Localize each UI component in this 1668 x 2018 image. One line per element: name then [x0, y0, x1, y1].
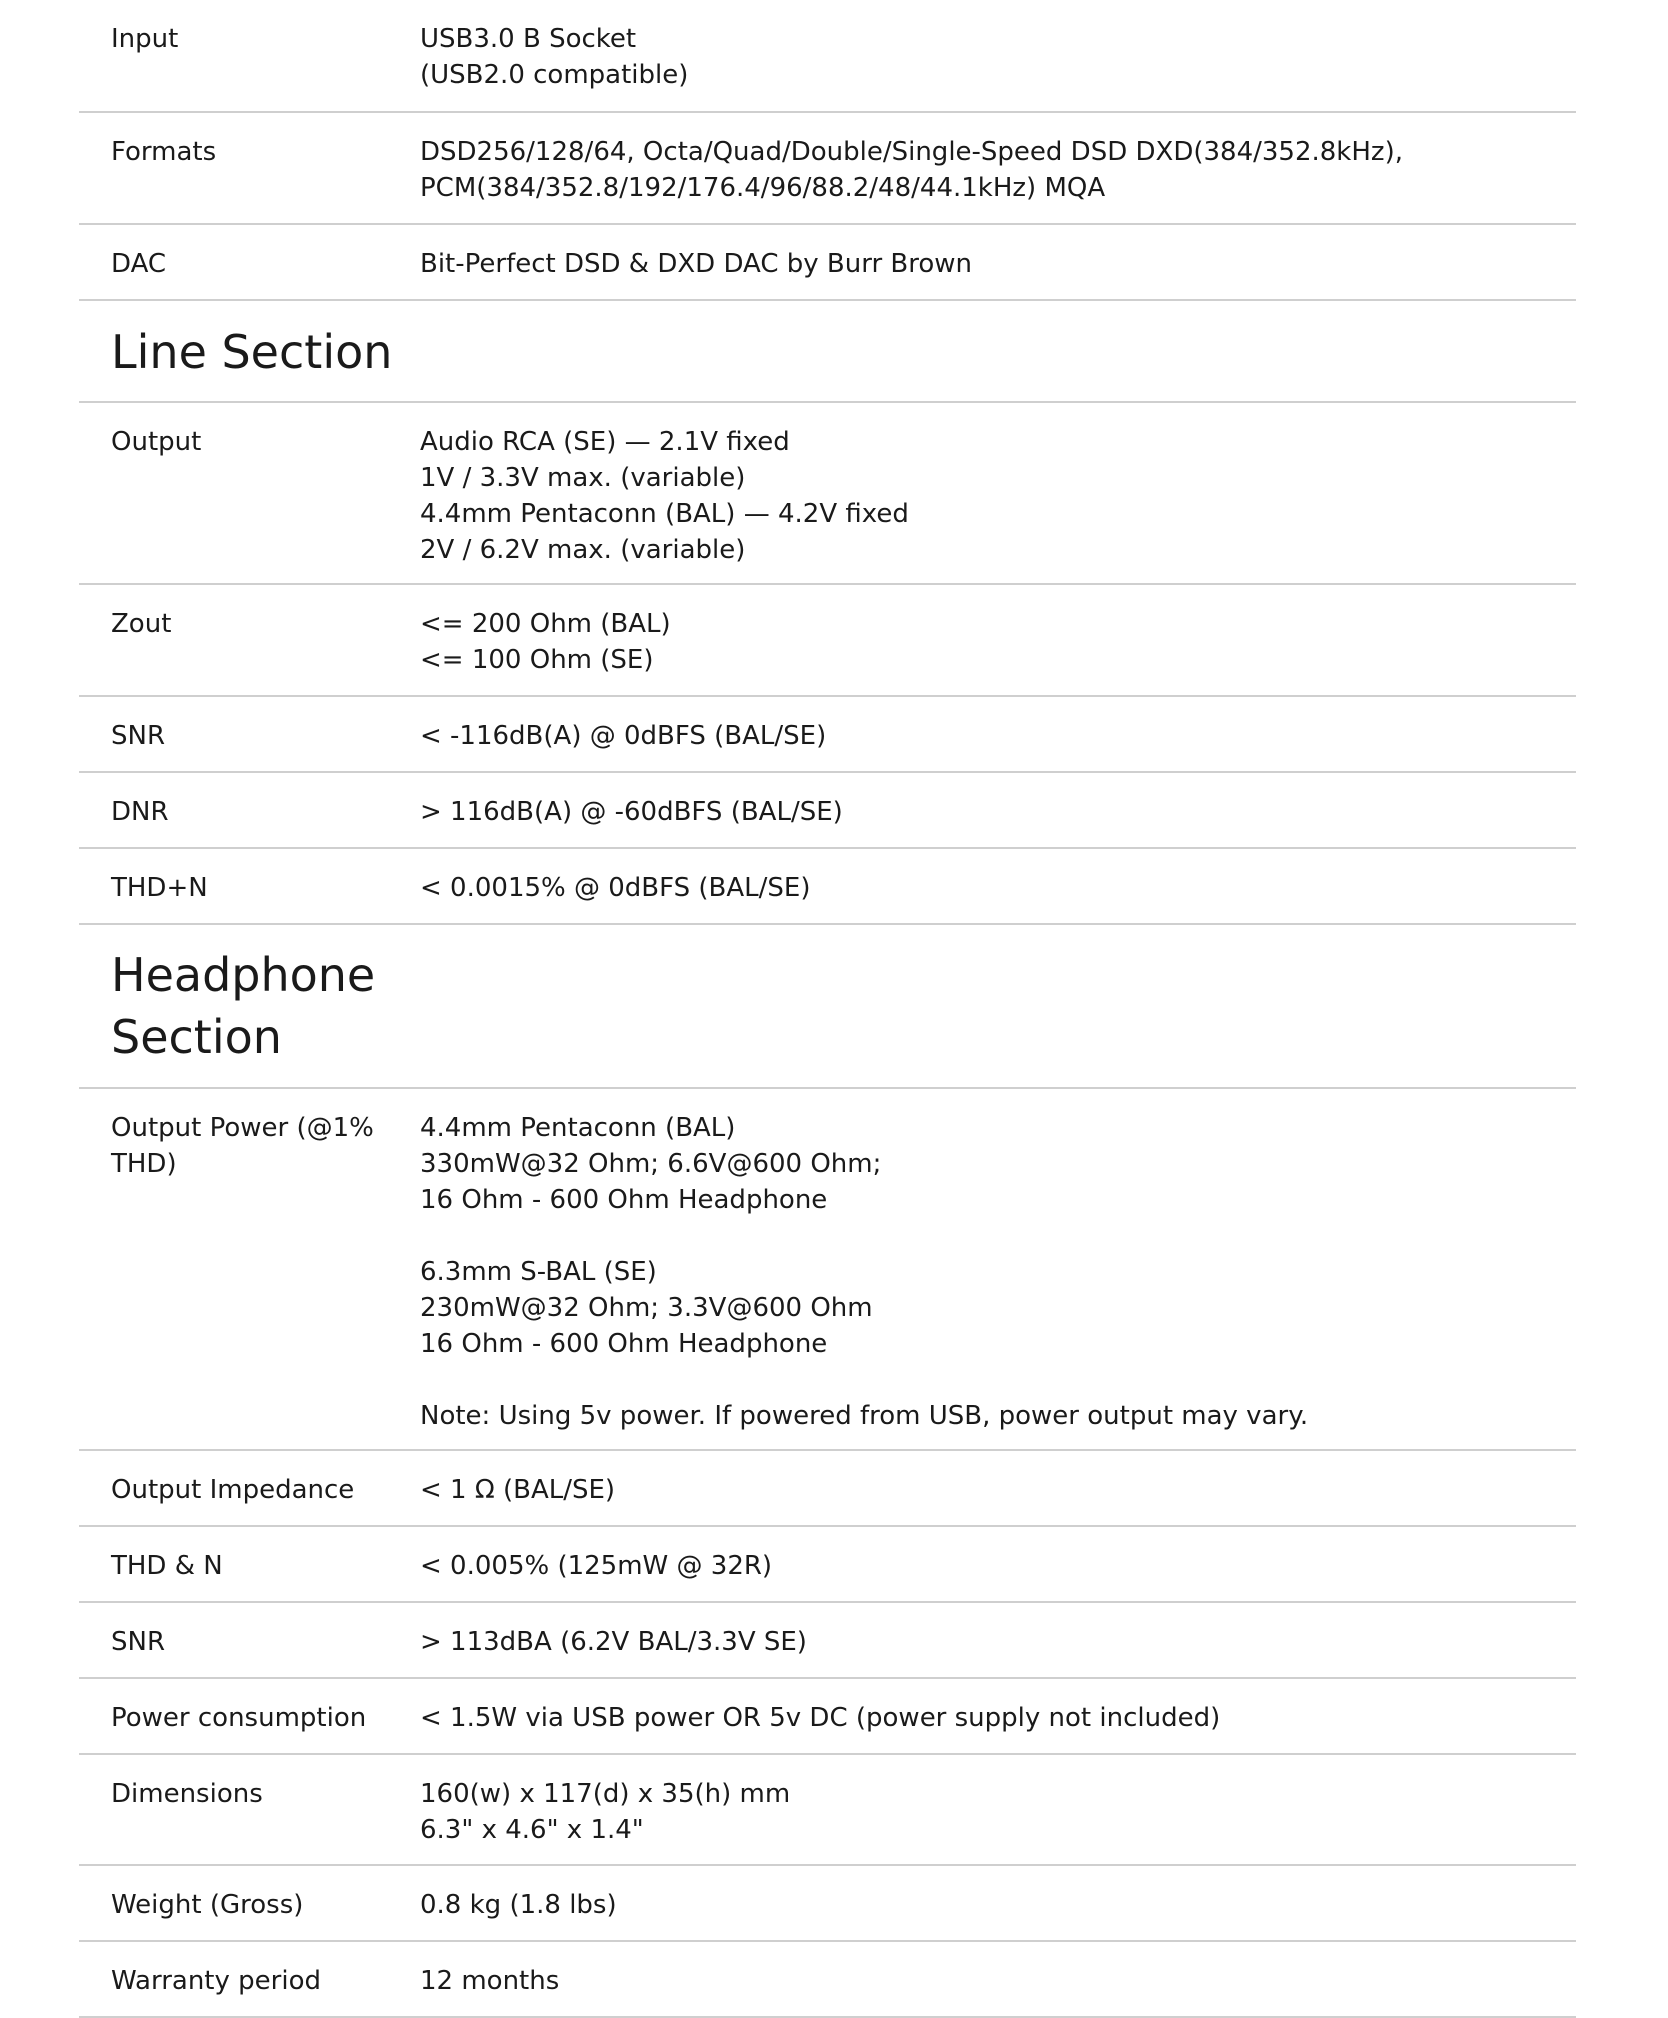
spec-row-output-power: [79, 1089, 1576, 1451]
spec-value: [420, 1776, 1576, 1864]
spec-value: [420, 718, 1576, 771]
spec-value: [420, 870, 1576, 923]
spec-label: THD & N: [111, 1551, 223, 1581]
spec-value-line: [420, 1362, 1556, 1398]
spec-value-line: (USB2.0 compatible): [420, 60, 689, 90]
spec-value: [420, 21, 1576, 111]
spec-value: [420, 1624, 1576, 1677]
spec-row-power-consumption: [79, 1679, 1576, 1755]
spec-value-line: PCM(384/352.8/192/176.4/96/88.2/48/44.1kHz) MQA: [420, 173, 1106, 203]
spec-row-dac: [79, 225, 1576, 301]
spec-value: [420, 1963, 1576, 2016]
spec-value: [420, 1548, 1576, 1601]
spec-value-line: 2V / 6.2V max. (variable): [420, 535, 746, 565]
spec-value-line: 160(w) x 117(d) x 35(h) mm: [420, 1779, 791, 1809]
spec-value-line: DSD256/128/64, Octa/Quad/Double/Single-Speed DSD DXD(384/352.8kHz),: [420, 137, 1403, 167]
section-title: Line Section: [111, 325, 393, 379]
spec-value-line: < 1 Ω (BAL/SE): [420, 1475, 616, 1505]
spec-row-snr: [79, 697, 1576, 773]
spec-row-dimensions: [79, 1755, 1576, 1866]
spec-value-line: Audio RCA (SE) — 2.1V fixed: [420, 427, 790, 457]
spec-value-line: 6.3" x 4.6" x 1.4": [420, 1815, 644, 1845]
spec-value-line: USB3.0 B Socket: [420, 24, 637, 54]
spec-label: SNR: [111, 1627, 166, 1657]
spec-value-line: [420, 1218, 1556, 1254]
spec-value-line: 0.8 kg (1.8 lbs): [420, 1890, 617, 1920]
spec-label: Output: [111, 427, 202, 457]
spec-row-output-impedance: [79, 1451, 1576, 1527]
spec-value-line: 330mW@32 Ohm; 6.6V@600 Ohm;: [420, 1149, 882, 1179]
spec-value-line: <= 200 Ohm (BAL): [420, 609, 671, 639]
section-header-line: [79, 301, 1576, 403]
spec-value-line: 4.4mm Pentaconn (BAL) — 4.2V fixed: [420, 499, 909, 529]
spec-label: Output Impedance: [111, 1475, 355, 1505]
spec-value-line: < 0.005% (125mW @ 32R): [420, 1551, 773, 1581]
spec-value-line: 1V / 3.3V max. (variable): [420, 463, 746, 493]
spec-value-line: 6.3mm S-BAL (SE): [420, 1257, 657, 1287]
spec-value-line: Bit-Perfect DSD & DXD DAC by Burr Brown: [420, 249, 973, 279]
spec-value-line: < -116dB(A) @ 0dBFS (BAL/SE): [420, 721, 827, 751]
spec-row-hp-snr: [79, 1603, 1576, 1679]
spec-row-formats: [79, 113, 1576, 225]
spec-value-line: <= 100 Ohm (SE): [420, 645, 654, 675]
spec-value-line: < 1.5W via USB power OR 5v DC (power supply not included): [420, 1703, 1221, 1733]
spec-value: [420, 134, 1576, 223]
spec-value: [420, 424, 1576, 583]
spec-row-output: [79, 403, 1576, 585]
spec-table: [79, 0, 1576, 2018]
spec-label: Warranty period: [111, 1966, 321, 1996]
spec-value: [420, 606, 1576, 695]
spec-value-line: 4.4mm Pentaconn (BAL): [420, 1113, 736, 1143]
spec-value-line: > 113dBA (6.2V BAL/3.3V SE): [420, 1627, 807, 1657]
spec-label: SNR: [111, 721, 166, 751]
spec-label: Weight (Gross): [111, 1890, 304, 1920]
spec-label: DAC: [111, 249, 167, 279]
spec-row-thdn: [79, 849, 1576, 925]
spec-row-weight: [79, 1866, 1576, 1942]
spec-value-line: 16 Ohm - 600 Ohm Headphone: [420, 1329, 828, 1359]
spec-row-zout: [79, 585, 1576, 697]
spec-label: Output Power (@1% THD): [111, 1113, 374, 1179]
spec-label: Power consumption: [111, 1703, 367, 1733]
spec-label: Formats: [111, 137, 217, 167]
section-header-headphone: [79, 925, 1576, 1089]
spec-value: [420, 1887, 1576, 1940]
spec-row-input: [79, 0, 1576, 113]
spec-value-line: Note: Using 5v power. If powered from USB, power output may vary.: [420, 1401, 1309, 1431]
spec-label: DNR: [111, 797, 169, 827]
spec-label: Zout: [111, 609, 172, 639]
spec-value: [420, 1472, 1576, 1525]
spec-value-line: < 0.0015% @ 0dBFS (BAL/SE): [420, 873, 811, 903]
spec-value: [420, 1700, 1576, 1753]
spec-value-line: 16 Ohm - 600 Ohm Headphone: [420, 1185, 828, 1215]
spec-row-dnr: [79, 773, 1576, 849]
spec-value-line: 12 months: [420, 1966, 560, 1996]
spec-value: [420, 1110, 1576, 1449]
spec-value-line: > 116dB(A) @ -60dBFS (BAL/SE): [420, 797, 843, 827]
spec-label: Dimensions: [111, 1779, 263, 1809]
spec-row-thd-n: [79, 1527, 1576, 1603]
spec-label: THD+N: [111, 873, 208, 903]
spec-row-warranty: [79, 1942, 1576, 2018]
spec-label: Input: [111, 24, 179, 54]
section-title: Headphone Section: [111, 948, 376, 1064]
spec-value: [420, 794, 1576, 847]
spec-value-line: 230mW@32 Ohm; 3.3V@600 Ohm: [420, 1293, 873, 1323]
spec-value: [420, 246, 1576, 299]
